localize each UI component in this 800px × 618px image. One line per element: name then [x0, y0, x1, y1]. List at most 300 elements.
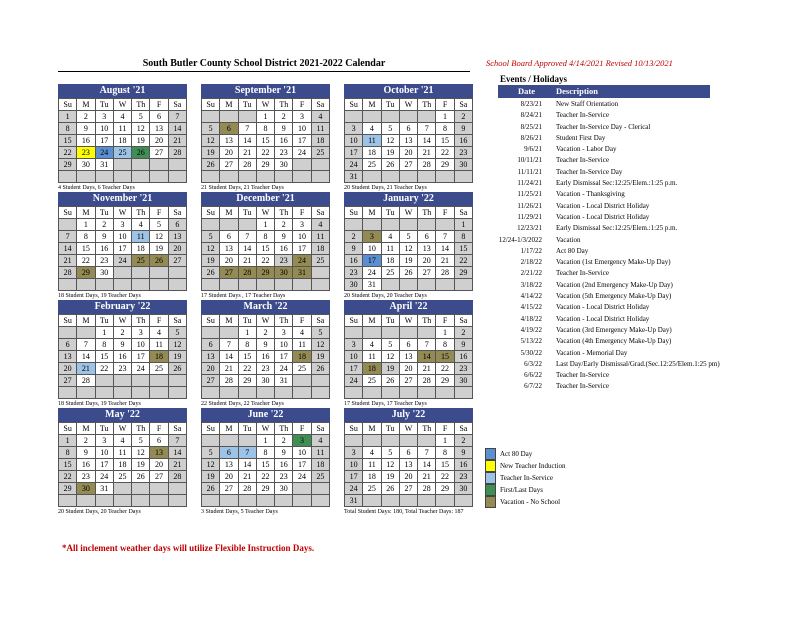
approval-note: School Board Approved 4/14/2021 Revised 10/13/2021 — [486, 58, 673, 68]
event-date: 4/14/22 — [520, 292, 542, 301]
event-date: 6/7/22 — [524, 382, 542, 391]
day-cell: 6 — [59, 339, 77, 351]
day-cell — [311, 375, 329, 387]
day-cell: 3 — [363, 231, 381, 243]
event-row — [498, 381, 758, 392]
day-cell — [168, 387, 186, 399]
legend-item — [485, 496, 565, 508]
day-cell: 10 — [293, 447, 311, 459]
event-description: Teacher In-Service — [556, 382, 609, 391]
day-cell: 23 — [275, 255, 293, 267]
day-cell: 13 — [418, 243, 436, 255]
day-cell — [399, 495, 417, 507]
day-cell: 22 — [436, 471, 454, 483]
day-cell: 17 — [345, 363, 363, 375]
day-cell: 24 — [132, 363, 150, 375]
day-cell: 12 — [399, 243, 417, 255]
event-row — [498, 325, 758, 336]
event-row — [498, 110, 758, 121]
day-cell: 18 — [381, 255, 399, 267]
weekday-label: Sa — [454, 207, 472, 219]
day-cell: 27 — [150, 471, 168, 483]
day-cell — [275, 171, 293, 183]
day-cell: 8 — [454, 231, 472, 243]
weekday-label: Su — [345, 207, 363, 219]
day-cell — [418, 435, 436, 447]
day-cell: 28 — [238, 159, 256, 171]
day-cell: 18 — [311, 135, 329, 147]
day-cell: 3 — [345, 123, 363, 135]
day-cell — [220, 327, 238, 339]
day-cell: 2 — [77, 111, 95, 123]
month-summary: 20 Student Days, 21 Teacher Days — [344, 185, 427, 191]
weekday-label: M — [220, 99, 238, 111]
day-cell — [150, 267, 168, 279]
day-cell: 16 — [113, 351, 131, 363]
day-cell — [454, 387, 472, 399]
month-calendar — [344, 84, 473, 183]
event-description: Early Dismissal Sec:12:25/Elem.:1:25 p.m. — [556, 224, 678, 233]
day-cell: 3 — [345, 447, 363, 459]
day-cell: 1 — [256, 435, 274, 447]
weekday-label: F — [150, 99, 168, 111]
day-cell: 27 — [220, 159, 238, 171]
day-cell: 9 — [345, 243, 363, 255]
weekday-label: W — [256, 207, 274, 219]
event-row — [498, 99, 758, 110]
weekday-label: Su — [202, 99, 220, 111]
day-cell — [220, 387, 238, 399]
day-cell: 17 — [95, 459, 113, 471]
day-cell: 25 — [132, 255, 150, 267]
day-cell: 10 — [345, 459, 363, 471]
day-cell — [399, 327, 417, 339]
day-cell: 10 — [95, 123, 113, 135]
day-cell: 18 — [363, 363, 381, 375]
event-date: 8/23/21 — [520, 100, 542, 108]
day-cell: 7 — [168, 111, 186, 123]
day-cell: 24 — [113, 255, 131, 267]
weekday-label: Th — [132, 315, 150, 327]
day-cell: 23 — [454, 147, 472, 159]
day-cell — [381, 279, 399, 291]
weekday-label: Th — [275, 423, 293, 435]
day-cell — [220, 495, 238, 507]
day-cell — [256, 495, 274, 507]
day-cell: 6 — [202, 339, 220, 351]
day-cell: 10 — [132, 339, 150, 351]
day-cell — [95, 279, 113, 291]
day-cell: 16 — [275, 135, 293, 147]
day-cell: 5 — [381, 447, 399, 459]
day-cell: 12 — [202, 135, 220, 147]
day-cell: 5 — [381, 339, 399, 351]
event-description: Early Dismissal Sec:12:25/Elem.:1:25 p.m. — [556, 179, 678, 188]
day-cell — [363, 435, 381, 447]
weekday-label: F — [293, 423, 311, 435]
day-cell: 21 — [238, 471, 256, 483]
weekday-label: Sa — [168, 423, 186, 435]
day-cell: 17 — [113, 243, 131, 255]
day-cell: 24 — [275, 363, 293, 375]
day-cell — [59, 171, 77, 183]
month-name: September '21 — [201, 84, 330, 98]
day-cell: 22 — [436, 147, 454, 159]
day-cell — [293, 279, 311, 291]
day-cell — [345, 327, 363, 339]
day-cell: 12 — [202, 243, 220, 255]
weekday-label: M — [363, 423, 381, 435]
day-cell — [418, 111, 436, 123]
day-cell: 3 — [293, 219, 311, 231]
day-cell: 15 — [95, 351, 113, 363]
day-cell: 10 — [95, 447, 113, 459]
day-cell: 31 — [345, 495, 363, 507]
day-cell — [381, 435, 399, 447]
event-date: 8/25/21 — [520, 122, 542, 131]
day-cell: 22 — [59, 471, 77, 483]
legend-item — [485, 484, 565, 496]
day-cell: 16 — [345, 255, 363, 267]
day-cell: 15 — [436, 351, 454, 363]
weekday-label: Tu — [381, 315, 399, 327]
day-cell — [132, 495, 150, 507]
month-summary: 21 Student Days, 21 Teacher Days — [201, 185, 284, 191]
weekday-label: W — [113, 423, 131, 435]
day-cell: 23 — [113, 363, 131, 375]
event-date: 3/18/22 — [520, 280, 542, 289]
day-cell — [202, 327, 220, 339]
day-cell: 27 — [399, 483, 417, 495]
day-cell: 19 — [132, 135, 150, 147]
weekday-label: Sa — [168, 315, 186, 327]
day-cell: 26 — [311, 363, 329, 375]
day-cell — [113, 375, 131, 387]
day-cell — [77, 387, 95, 399]
legend-swatch — [485, 448, 496, 460]
day-cell: 2 — [275, 111, 293, 123]
day-cell: 19 — [311, 351, 329, 363]
weekday-label: Tu — [95, 99, 113, 111]
event-description: Teacher In-Service Day - Clerical — [556, 122, 651, 131]
day-cell — [363, 495, 381, 507]
day-cell: 5 — [202, 231, 220, 243]
event-row — [498, 359, 758, 370]
event-row — [498, 133, 758, 144]
day-cell: 8 — [238, 339, 256, 351]
day-cell: 16 — [275, 243, 293, 255]
day-cell: 12 — [150, 231, 168, 243]
day-cell: 5 — [168, 327, 186, 339]
day-cell — [168, 279, 186, 291]
day-cell: 13 — [150, 447, 168, 459]
day-cell — [311, 483, 329, 495]
day-cell — [399, 387, 417, 399]
day-cell: 16 — [454, 351, 472, 363]
day-cell — [436, 219, 454, 231]
day-cell: 1 — [256, 219, 274, 231]
weekday-label: Su — [202, 423, 220, 435]
day-cell: 20 — [220, 147, 238, 159]
weekday-label: Su — [345, 315, 363, 327]
day-cell: 4 — [363, 339, 381, 351]
day-cell: 7 — [238, 447, 256, 459]
event-row — [498, 223, 758, 234]
month-name: May '22 — [58, 408, 187, 422]
event-description: Teacher In-Service — [556, 156, 609, 165]
event-row — [498, 370, 758, 381]
event-row — [498, 348, 758, 359]
day-cell: 16 — [275, 459, 293, 471]
day-cell: 19 — [381, 471, 399, 483]
month-calendar — [58, 408, 187, 507]
legend-label: Teacher In-Service — [500, 474, 553, 482]
day-cell: 6 — [220, 231, 238, 243]
day-cell: 14 — [168, 123, 186, 135]
day-cell — [77, 171, 95, 183]
day-cell: 12 — [132, 447, 150, 459]
day-cell: 11 — [363, 459, 381, 471]
weekday-label: F — [293, 99, 311, 111]
month-name: December '21 — [201, 192, 330, 206]
month-summary: 18 Student Days, 19 Teacher Days — [58, 293, 141, 299]
day-cell: 30 — [345, 279, 363, 291]
day-cell — [418, 219, 436, 231]
day-cell — [454, 495, 472, 507]
day-cell: 9 — [95, 231, 113, 243]
month-name: April '22 — [344, 300, 473, 314]
day-cell: 24 — [363, 267, 381, 279]
event-date: 5/13/22 — [520, 337, 542, 346]
weekday-label: Th — [132, 423, 150, 435]
weekday-label: W — [256, 315, 274, 327]
day-cell — [345, 387, 363, 399]
day-cell — [381, 111, 399, 123]
event-description: Teacher In-Service Day — [556, 167, 623, 176]
day-cell: 29 — [59, 159, 77, 171]
event-date: 1/17/22 — [520, 246, 542, 255]
day-cell: 2 — [95, 219, 113, 231]
day-cell: 23 — [95, 255, 113, 267]
day-cell: 27 — [399, 159, 417, 171]
event-description: Last Day/Early Dismissal/Grad.(Sec.12:25/Elem.1:25 pm) — [556, 359, 720, 368]
day-cell: 23 — [275, 147, 293, 159]
month-calendar — [201, 192, 330, 291]
day-cell — [150, 495, 168, 507]
day-cell — [436, 495, 454, 507]
event-date: 11/11/21 — [517, 167, 542, 176]
event-description: Vacation (2nd Emergency Make-Up Day) — [556, 280, 673, 289]
event-row — [498, 246, 758, 257]
weekday-label: Th — [275, 315, 293, 327]
day-cell — [132, 159, 150, 171]
day-cell: 18 — [363, 147, 381, 159]
day-cell: 10 — [293, 231, 311, 243]
weekday-label: Tu — [381, 207, 399, 219]
day-cell: 1 — [59, 435, 77, 447]
day-cell: 15 — [436, 135, 454, 147]
day-cell: 25 — [113, 471, 131, 483]
day-cell — [59, 279, 77, 291]
day-cell — [59, 387, 77, 399]
day-cell: 13 — [399, 459, 417, 471]
event-date: 4/15/22 — [520, 303, 542, 312]
day-cell: 19 — [150, 243, 168, 255]
day-cell: 21 — [418, 363, 436, 375]
day-cell — [363, 327, 381, 339]
event-description: Act 80 Day — [556, 246, 589, 255]
day-cell: 25 — [381, 267, 399, 279]
weekday-label: F — [293, 315, 311, 327]
day-cell: 12 — [381, 351, 399, 363]
day-cell — [275, 387, 293, 399]
weekday-label: Su — [345, 423, 363, 435]
day-cell: 17 — [132, 351, 150, 363]
day-cell — [168, 159, 186, 171]
day-cell: 27 — [168, 255, 186, 267]
day-cell: 14 — [220, 351, 238, 363]
event-description: Vacation - Labor Day — [556, 145, 617, 154]
day-cell: 16 — [77, 459, 95, 471]
weekday-label: Th — [132, 99, 150, 111]
weekday-label: Sa — [454, 423, 472, 435]
day-cell — [132, 375, 150, 387]
day-cell — [113, 495, 131, 507]
weekday-label: M — [363, 207, 381, 219]
day-cell: 29 — [454, 267, 472, 279]
day-cell: 28 — [418, 375, 436, 387]
day-cell: 25 — [363, 159, 381, 171]
day-cell — [293, 495, 311, 507]
weekday-label: F — [150, 207, 168, 219]
day-cell: 31 — [345, 171, 363, 183]
day-cell: 3 — [95, 111, 113, 123]
legend-label: New Teacher Induction — [500, 462, 566, 470]
calendar-title: South Butler County School District 2021-2022 Calendar — [142, 58, 386, 69]
event-date: 10/11/21 — [517, 156, 542, 165]
day-cell: 20 — [399, 363, 417, 375]
day-cell: 5 — [381, 123, 399, 135]
day-cell — [311, 159, 329, 171]
day-cell: 15 — [238, 351, 256, 363]
day-cell — [113, 267, 131, 279]
day-cell: 25 — [150, 363, 168, 375]
legend-label: Vacation - No School — [500, 498, 561, 506]
day-cell — [238, 435, 256, 447]
event-description: Vacation - Local District Holiday — [556, 303, 650, 312]
day-cell — [345, 111, 363, 123]
day-cell — [77, 279, 95, 291]
event-date: 9/6/21 — [524, 145, 542, 154]
day-cell: 25 — [363, 483, 381, 495]
day-cell: 10 — [345, 351, 363, 363]
day-cell: 30 — [95, 267, 113, 279]
day-cell — [418, 171, 436, 183]
day-cell: 20 — [399, 471, 417, 483]
day-cell — [238, 279, 256, 291]
event-description: Student First Day — [556, 133, 606, 142]
weekday-label: Sa — [454, 99, 472, 111]
weekday-label: M — [220, 315, 238, 327]
day-cell — [202, 111, 220, 123]
day-cell: 23 — [77, 471, 95, 483]
weekday-label: F — [150, 423, 168, 435]
day-cell: 1 — [77, 219, 95, 231]
day-cell: 11 — [311, 447, 329, 459]
day-cell: 14 — [59, 243, 77, 255]
day-cell: 28 — [77, 375, 95, 387]
day-cell: 2 — [275, 219, 293, 231]
month-calendar — [201, 84, 330, 183]
day-cell — [345, 435, 363, 447]
day-cell: 15 — [256, 243, 274, 255]
day-cell: 11 — [381, 243, 399, 255]
day-cell: 17 — [363, 255, 381, 267]
month-calendar — [201, 300, 330, 399]
day-cell: 1 — [436, 111, 454, 123]
day-cell: 28 — [238, 483, 256, 495]
day-cell: 12 — [311, 339, 329, 351]
day-cell: 23 — [77, 147, 95, 159]
day-cell: 10 — [113, 231, 131, 243]
day-cell: 12 — [381, 459, 399, 471]
day-cell: 8 — [256, 231, 274, 243]
day-cell: 15 — [59, 459, 77, 471]
day-cell: 22 — [454, 255, 472, 267]
event-description: Vacation (1st Emergency Make-Up Day) — [556, 258, 671, 267]
day-cell: 7 — [238, 123, 256, 135]
event-row — [498, 280, 758, 291]
weekday-label: M — [363, 315, 381, 327]
day-cell: 13 — [59, 351, 77, 363]
weekday-label: M — [77, 207, 95, 219]
day-cell — [399, 435, 417, 447]
day-cell: 20 — [220, 471, 238, 483]
day-cell: 18 — [293, 351, 311, 363]
day-cell: 9 — [275, 231, 293, 243]
day-cell: 14 — [238, 459, 256, 471]
day-cell: 12 — [202, 459, 220, 471]
month-summary: 4 Student Days, 6 Teacher Days — [58, 185, 135, 191]
event-description: Vacation (4th Emergency Make-Up Day) — [556, 337, 672, 346]
day-cell: 26 — [381, 375, 399, 387]
day-cell — [256, 387, 274, 399]
day-cell: 11 — [363, 351, 381, 363]
weekday-label: Tu — [238, 423, 256, 435]
day-cell: 20 — [399, 147, 417, 159]
day-cell: 6 — [220, 447, 238, 459]
month-summary: 20 Student Days, 20 Teacher Days — [344, 293, 427, 299]
day-cell: 24 — [95, 147, 113, 159]
day-cell: 18 — [150, 351, 168, 363]
weekday-label: F — [436, 207, 454, 219]
events-header — [498, 85, 710, 98]
event-date: 12/23/21 — [517, 224, 542, 233]
event-description: Vacation — [556, 235, 581, 244]
event-date: 11/29/21 — [517, 212, 542, 221]
day-cell — [202, 279, 220, 291]
weekday-label: Su — [202, 207, 220, 219]
weekday-label: Th — [275, 207, 293, 219]
day-cell: 8 — [77, 231, 95, 243]
day-cell: 4 — [363, 123, 381, 135]
day-cell — [311, 279, 329, 291]
day-cell — [220, 435, 238, 447]
day-cell: 14 — [418, 351, 436, 363]
day-cell — [113, 279, 131, 291]
day-cell: 18 — [311, 459, 329, 471]
day-cell: 21 — [238, 255, 256, 267]
